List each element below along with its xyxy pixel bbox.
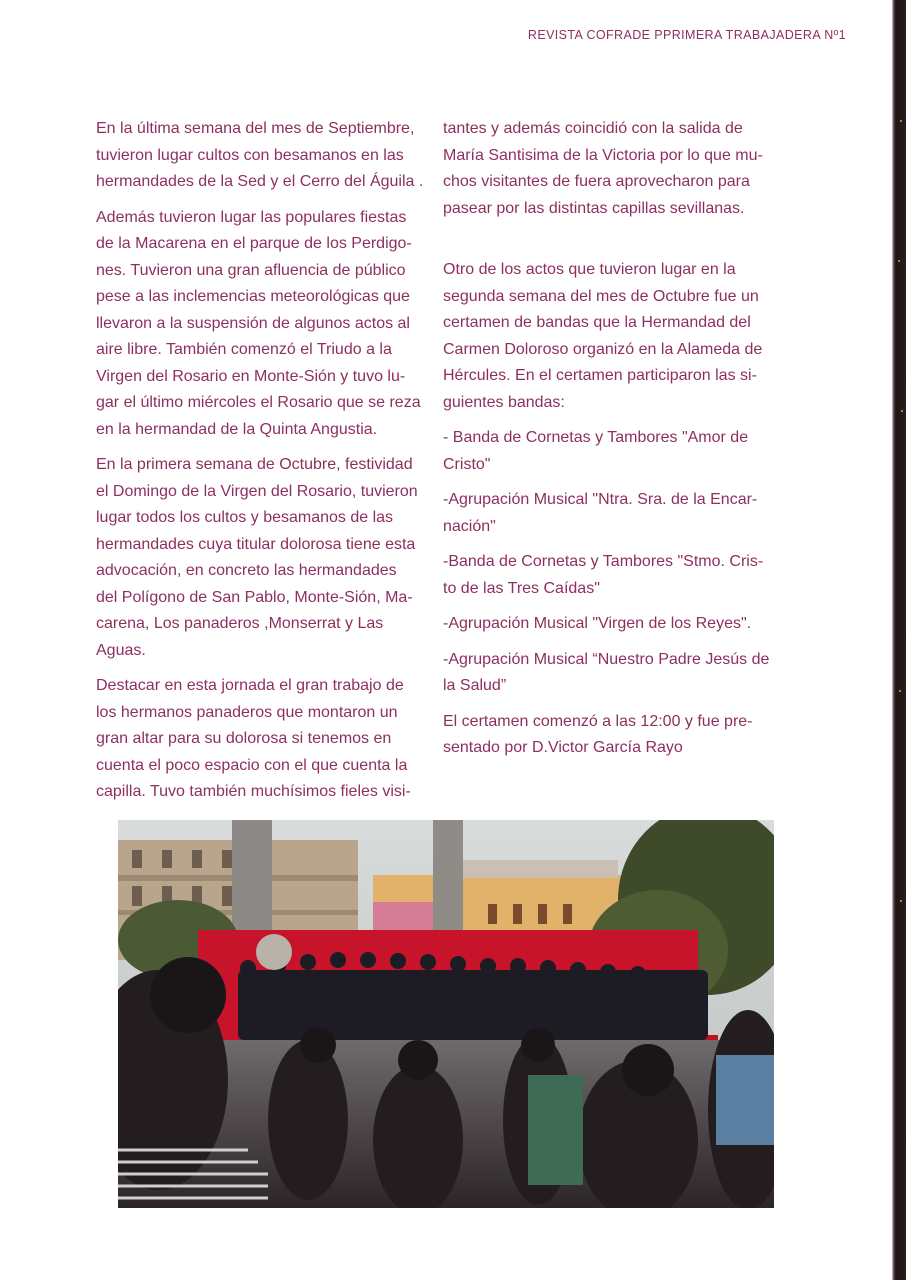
- text-line: Hércules. En el certamen participaron las si-: [443, 367, 757, 384]
- text-line: Virgen del Rosario en Monte-Sión y tuvo lu-: [96, 367, 406, 385]
- text-line: -Agrupación Musical "Ntra. Sra. de la Encar-: [443, 491, 758, 508]
- text-line: En la última semana del mes de Septiembre,: [96, 120, 415, 137]
- running-header: REVISTA COFRADE PPRIMERA TRABAJADERA Nº1: [527, 28, 846, 42]
- text-line: los hermanos panaderos que montaron un: [96, 703, 398, 721]
- text-line: Además tuvieron lugar las populares fiestas: [96, 208, 407, 226]
- text-line: de la Macarena en el parque de los Perdigo-: [96, 235, 412, 252]
- text-line: En la primera semana de Octubre, festividad: [96, 456, 413, 473]
- text-line: pasear por las distintas capillas sevillanas.: [443, 199, 745, 217]
- text-line: sentado por D.Victor García Rayo: [443, 739, 683, 756]
- page-edge-decoration: [892, 0, 906, 1280]
- text-line: la Salud”: [443, 677, 507, 694]
- paragraph-macarena-fiestas: [96, 205, 436, 444]
- paragraph-spacer: [443, 231, 783, 257]
- text-line: -Agrupación Musical “Nuestro Padre Jesús de: [443, 650, 770, 668]
- paragraph-presenter: [443, 709, 783, 762]
- text-line: lugar todos los cultos y besamanos de las: [96, 509, 394, 526]
- paragraph-panaderos: [96, 673, 436, 806]
- text-line: María Santisima de la Victoria por lo que mu-: [443, 146, 763, 164]
- text-line: hermandades de la Sed y el Cerro del Águila .: [96, 173, 424, 190]
- text-line: aire libre. También comenzó el Triudo a la: [96, 341, 392, 358]
- left-text-column: [96, 116, 436, 815]
- paragraph-october-rosary: [96, 452, 436, 664]
- text-line: El certamen comenzó a las 12:00 y fue pre-: [443, 712, 753, 730]
- text-line: nes. Tuvieron una gran afluencia de público: [96, 261, 406, 279]
- band-list-item: [443, 611, 783, 638]
- text-line: -Banda de Cornetas y Tambores "Stmo. Cris-: [443, 553, 764, 570]
- text-line: guientes bandas:: [443, 393, 565, 411]
- right-text-column: [443, 116, 783, 771]
- text-line: gran altar para su dolorosa si tenemos en: [96, 730, 392, 747]
- text-line: Otro de los actos que tuvieron lugar en la: [443, 261, 736, 278]
- text-line: Carmen Doloroso organizó en la Alameda de: [443, 340, 763, 358]
- band-concert-photo: [118, 820, 774, 1208]
- text-line: chos visitantes de fuera aprovecharon para: [443, 173, 750, 190]
- text-line: carena, Los panaderos ,Monserrat y Las: [96, 615, 384, 632]
- band-list-item: [443, 487, 783, 540]
- text-line: tantes y además coincidió con la salida de: [443, 120, 743, 137]
- text-line: en la hermandad de la Quinta Angustia.: [96, 420, 378, 438]
- text-line: Destacar en esta jornada el gran trabajo de: [96, 677, 404, 694]
- text-line: -Agrupación Musical "Virgen de los Reyes".: [443, 615, 752, 632]
- text-line: llevaron a la suspensión de algunos actos al: [96, 314, 410, 332]
- text-line: certamen de bandas que la Hermandad del: [443, 314, 751, 331]
- band-list-item: [443, 425, 783, 478]
- text-line: - Banda de Cornetas y Tambores "Amor de: [443, 429, 749, 446]
- text-line: Cristo": [443, 455, 491, 473]
- text-line: cuenta el poco espacio con el que cuenta la: [96, 756, 408, 774]
- text-line: del Polígono de San Pablo, Monte-Sión, Ma-: [96, 588, 413, 606]
- text-line: gar el último miércoles el Rosario que se reza: [96, 394, 421, 411]
- text-line: Aguas.: [96, 641, 146, 659]
- band-list-item: [443, 647, 783, 700]
- text-line: advocación, en concreto las hermandades: [96, 562, 397, 579]
- text-line: pese a las inclemencias meteorológicas que: [96, 288, 410, 305]
- paragraph-band-contest: [443, 257, 783, 416]
- text-line: to de las Tres Caídas": [443, 579, 600, 597]
- paragraph-september: [96, 116, 436, 196]
- text-line: el Domingo de la Virgen del Rosario, tuvieron: [96, 482, 418, 500]
- text-line: hermandades cuya titular dolorosa tiene esta: [96, 535, 416, 553]
- text-line: nación": [443, 517, 496, 535]
- band-list-item: [443, 549, 783, 602]
- text-line: capilla. Tuvo también muchísimos fieles visi-: [96, 783, 411, 800]
- paragraph-visitors: [443, 116, 783, 222]
- text-line: tuvieron lugar cultos con besamanos en las: [96, 146, 404, 164]
- text-line: segunda semana del mes de Octubre fue un: [443, 287, 759, 305]
